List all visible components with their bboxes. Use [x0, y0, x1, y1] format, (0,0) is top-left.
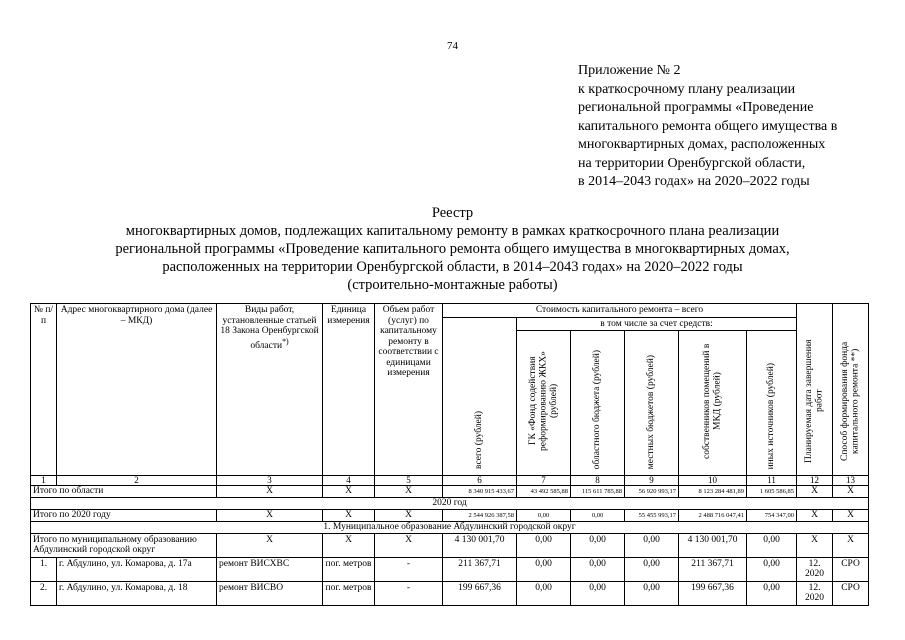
column-number: 6 [443, 475, 517, 485]
cell-total: 4 130 001,70 [443, 533, 517, 557]
column-number: 5 [375, 475, 443, 485]
header-num: № п/п [31, 304, 57, 476]
cell-fund: 0,00 [517, 581, 571, 605]
cell-address: г. Абдулино, ул. Комарова, д. 18 [57, 581, 217, 605]
cell-local: 55 455 993,17 [625, 509, 679, 521]
cell-other: 754 347,00 [747, 509, 797, 521]
cell-works: Х [217, 533, 323, 557]
column-number: 8 [571, 475, 625, 485]
cell-other: 0,00 [747, 581, 797, 605]
column-number: 9 [625, 475, 679, 485]
appendix-line: в 2014–2043 годах» на 2020–2022 годы [578, 174, 810, 189]
cell-other: 0,00 [747, 557, 797, 581]
municipality-label-row [31, 521, 869, 533]
year-total-row [31, 509, 869, 521]
row-label: Итого по муниципальному образованию Абдулинский городской округ [31, 533, 217, 557]
cell-fund: 0,00 [517, 533, 571, 557]
cell-fund: 43 492 585,88 [517, 485, 571, 497]
cell-owners: 4 130 001,70 [679, 533, 747, 557]
cell-address: г. Абдулино, ул. Комарова, д. 17а [57, 557, 217, 581]
appendix-line: Приложение № 2 [578, 63, 681, 78]
cell-num: 1. [31, 557, 57, 581]
title-line: Реестр [431, 205, 474, 221]
cell-date: Х [797, 485, 833, 497]
column-number: 7 [517, 475, 571, 485]
cell-regional: 0,00 [571, 581, 625, 605]
cell-total: 199 667,36 [443, 581, 517, 605]
cell-owners: 211 367,71 [679, 557, 747, 581]
cell-method: Х [833, 533, 869, 557]
cell-method: СРО [833, 557, 869, 581]
header-including: в том числе за счет средств: [517, 317, 797, 331]
municipality-label: 1. Муниципальное образование Абдулинский городской округ [31, 521, 869, 533]
cell-local: 0,00 [625, 581, 679, 605]
document-title [0, 204, 905, 294]
header-address: Адрес многоквартирного дома (далее – МКД) [57, 304, 217, 476]
cell-other: 0,00 [747, 533, 797, 557]
column-number: 2 [57, 475, 217, 485]
cell-unit: пог. метров [323, 581, 375, 605]
header-regional: областного бюджета (рублей) [571, 331, 625, 476]
table-row [31, 557, 869, 581]
cell-regional: 115 611 785,88 [571, 485, 625, 497]
cell-owners: 8 123 284 481,89 [679, 485, 747, 497]
cell-unit: пог. метров [323, 557, 375, 581]
column-number: 4 [323, 475, 375, 485]
cell-unit: Х [323, 509, 375, 521]
appendix-header [578, 62, 878, 192]
cell-num: 2. [31, 581, 57, 605]
appendix-line: региональной программы «Проведение [578, 100, 814, 115]
header-method: Способ формирования фонда капитального ремонта **) [833, 304, 869, 476]
cell-local: 0,00 [625, 557, 679, 581]
header-owners: собственников помещений в МКД (рублей) [679, 331, 747, 476]
cell-unit: Х [323, 485, 375, 497]
appendix-line: к краткосрочному плану реализации [578, 81, 796, 97]
header-unit: Единица измерения [323, 304, 375, 476]
column-number: 11 [747, 475, 797, 485]
header-date: Планируемая дата завершения работ [797, 304, 833, 476]
header-works: Виды работ, установленные статьей 18 Закона Оренбургской области*) [217, 304, 323, 476]
registry-table [30, 303, 869, 606]
column-number: 1 [31, 475, 57, 485]
cell-date: 12. 2020 [797, 557, 833, 581]
cell-total: 211 367,71 [443, 557, 517, 581]
cell-local: 0,00 [625, 533, 679, 557]
cell-regional: 0,00 [571, 509, 625, 521]
column-number: 12 [797, 475, 833, 485]
header-cost-group: Стоимость капитального ремонта – всего [443, 304, 797, 318]
cell-local: 56 920 993,17 [625, 485, 679, 497]
title-line: региональной программы «Проведение капитального ремонта общего имущества в многоквартирных домах, [115, 241, 790, 257]
cell-volume: Х [375, 509, 443, 521]
table-row [31, 581, 869, 605]
header-other: иных источников (рублей) [747, 331, 797, 476]
cell-works: ремонт ВИСВО [217, 581, 323, 605]
column-number: 10 [679, 475, 747, 485]
cell-owners: 199 667,36 [679, 581, 747, 605]
cell-method: Х [833, 485, 869, 497]
page-number: 74 [447, 40, 458, 52]
title-line: расположенных на территории Оренбургской области, в 2014–2043 годах» на 2020–2022 годы [162, 259, 743, 275]
title-line: (строительно-монтажные работы) [347, 277, 558, 293]
cell-volume: - [375, 581, 443, 605]
cell-works: ремонт ВИСХВС [217, 557, 323, 581]
cell-regional: 0,00 [571, 557, 625, 581]
cell-date: Х [797, 509, 833, 521]
cell-date: 12. 2020 [797, 581, 833, 605]
header-local: местных бюджетов (рублей) [625, 331, 679, 476]
appendix-line: многоквартирных домах, расположенных [578, 137, 826, 152]
column-number: 3 [217, 475, 323, 485]
header-volume: Объем работ (услуг) по капитальному ремонту в соответствии с единицами измерения [375, 304, 443, 476]
cell-total: 2 544 926 387,58 [443, 509, 517, 521]
row-label: Итого по области [31, 485, 217, 497]
column-number: 13 [833, 475, 869, 485]
cell-regional: 0,00 [571, 533, 625, 557]
row-label: Итого по 2020 году [31, 509, 217, 521]
column-numbers-row [31, 475, 869, 485]
header-fund: ГК «Фонд содействия реформированию ЖКХ» (рублей) [517, 331, 571, 476]
cell-total: 8 340 915 433,67 [443, 485, 517, 497]
region-total-row [31, 485, 869, 497]
header-total: всего (рублей) [443, 317, 517, 475]
cell-works: Х [217, 485, 323, 497]
cell-method: СРО [833, 581, 869, 605]
appendix-line: капитального ремонта общего имущества в [578, 118, 838, 134]
cell-owners: 2 488 716 047,41 [679, 509, 747, 521]
year-label-row [31, 497, 869, 509]
cell-method: Х [833, 509, 869, 521]
cell-other: 1 605 586,85 [747, 485, 797, 497]
cell-volume: Х [375, 485, 443, 497]
appendix-line: на территории Оренбургской области, [578, 155, 806, 171]
cell-date: Х [797, 533, 833, 557]
cell-fund: 0,00 [517, 509, 571, 521]
cell-fund: 0,00 [517, 557, 571, 581]
cell-works: Х [217, 509, 323, 521]
municipality-total-row [31, 533, 869, 557]
cell-volume: - [375, 557, 443, 581]
cell-unit: Х [323, 533, 375, 557]
year-label: 2020 год [31, 497, 869, 509]
title-line: многоквартирных домов, подлежащих капитальному ремонту в рамках краткосрочного плана реализации [125, 223, 780, 239]
cell-volume: Х [375, 533, 443, 557]
